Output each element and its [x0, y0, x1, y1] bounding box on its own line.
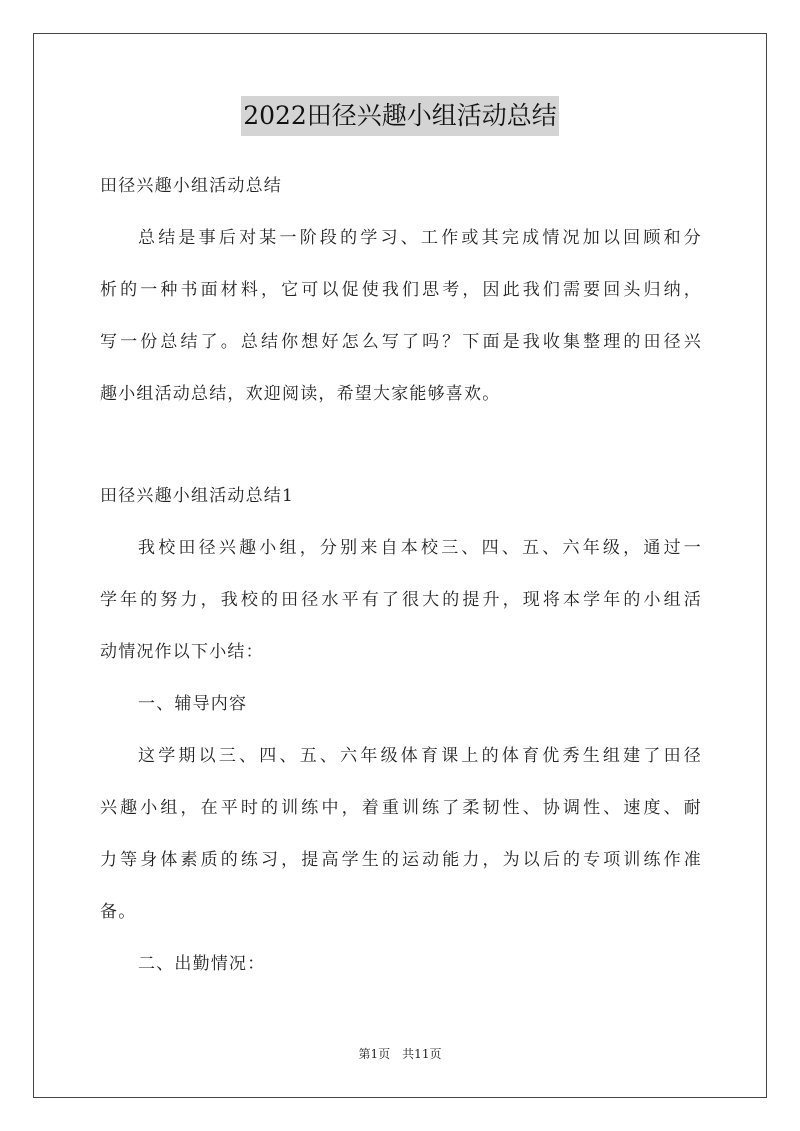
subtitle: 田径兴趣小组活动总结: [100, 176, 282, 196]
paragraph-gap: [100, 426, 702, 476]
section-title: 田径兴趣小组活动总结1: [100, 486, 295, 506]
document-title-text: 2022田径兴趣小组活动总结: [241, 96, 559, 136]
page-number: 第1页 共11页: [358, 1047, 442, 1061]
intro-line-3: 写一份总结了。总结你想好怎么写了吗？下面是我收集整理的田径兴: [100, 332, 702, 352]
document-body: [100, 166, 702, 996]
heading-guidance-content: 一、辅导内容: [138, 694, 248, 714]
content-line-1: 这学期以三、四、五、六年级体育课上的体育优秀生组建了田径: [138, 746, 702, 766]
document-title: [0, 96, 800, 136]
heading-attendance: 二、出勤情况：: [138, 954, 266, 974]
content-line-3: 力等身体素质的练习，提高学生的运动能力，为以后的专项训练作准: [100, 850, 702, 870]
section-line-1: 我校田径兴趣小组，分别来自本校三、四、五、六年级，通过一: [138, 538, 702, 558]
section-line-3: 动情况作以下小结：: [100, 642, 264, 662]
intro-line-1: 总结是事后对某一阶段的学习、工作或其完成情况加以回顾和分: [138, 228, 702, 248]
intro-line-2: 析的一种书面材料，它可以促使我们思考，因此我们需要回头归纳，: [100, 280, 702, 300]
section-line-2: 学年的努力，我校的田径水平有了很大的提升，现将本学年的小组活: [100, 590, 702, 610]
content-line-2: 兴趣小组，在平时的训练中，着重训练了柔韧性、协调性、速度、耐: [100, 798, 702, 818]
intro-line-4: 趣小组活动总结，欢迎阅读，希望大家能够喜欢。: [100, 384, 501, 404]
content-line-4: 备。: [100, 902, 137, 922]
